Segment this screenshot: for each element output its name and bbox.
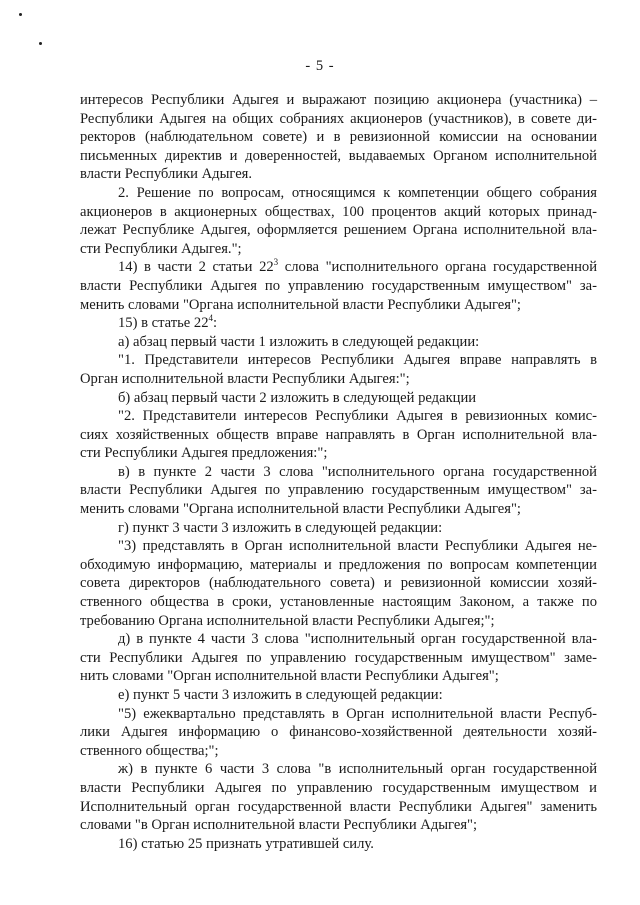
text-run: слова "исполнительного органа государственной bbox=[278, 259, 598, 276]
text-line: ственного общества в сроки, установленные настоящим Законом, а также по bbox=[80, 594, 597, 611]
text-line: 2. Решение по вопросам, относящимся к компетенции общего собрания bbox=[118, 184, 597, 201]
text-line: сти Республики Адыгея."; bbox=[80, 240, 242, 257]
text-line: власти Республики Адыгея по управлению государственным имуществом" за- bbox=[80, 277, 597, 294]
scan-speck-left bbox=[39, 42, 42, 45]
text-line: в) в пункте 2 части 3 слова "исполнительного органа государственной bbox=[118, 463, 597, 480]
text-line: власти Республики Адыгея по управлению государственным имуществом" за- bbox=[80, 482, 597, 499]
text-line: требованию Органа исполнительной власти Республики Адыгея;"; bbox=[80, 612, 495, 629]
text-line: письменных директив и доверенностей, выдаваемых Органом исполнительной bbox=[80, 147, 597, 164]
text-line: сиях хозяйственных обществ вправе направлять в Орган исполнительной вла- bbox=[80, 426, 597, 443]
text-line: акционеров в акционерных обществах, 100 процентов акций которых принад- bbox=[80, 203, 597, 220]
text-line: интересов Республики Адыгея и выражают позицию акционера (участника) – bbox=[80, 92, 597, 108]
text-line: нить словами "Орган исполнительной власти Республики Адыгея"; bbox=[80, 668, 499, 685]
text-line bbox=[80, 258, 597, 277]
text-line: сти Республики Адыгея предложения:"; bbox=[80, 445, 328, 462]
text-line: "3) представлять в Орган исполнительной власти Республики Адыгея не- bbox=[118, 538, 597, 555]
text-line: б) абзац первый части 2 изложить в следующей редакции bbox=[118, 389, 477, 406]
text-run: 15) в статье 22 bbox=[118, 315, 209, 332]
text-line: "5) ежеквартально представлять в Орган исполнительной власти Респуб- bbox=[118, 705, 597, 722]
text-line: власти Республики Адыгея по управлению государственным имуществом и bbox=[80, 779, 597, 796]
text-line: Республики Адыгея на общих собраниях акционеров (участников), в совете ди- bbox=[80, 110, 597, 127]
text-line: менить словами "Органа исполнительной власти Республики Адыгея"; bbox=[80, 296, 521, 313]
text-line: ственного общества;"; bbox=[80, 742, 219, 759]
text-line: Исполнительный орган государственной власти Республики Адыгея" заменить bbox=[80, 798, 597, 815]
text-line: "1. Представители интересов Республики Адыгея вправе направлять в bbox=[118, 352, 597, 369]
superscript: 3 bbox=[273, 257, 279, 268]
text-line: е) пункт 5 части 3 изложить в следующей редакции: bbox=[118, 687, 443, 703]
text-run: : bbox=[213, 315, 218, 332]
superscript: 4 bbox=[208, 313, 214, 324]
text-run: 14) в части 2 статьи 22 bbox=[118, 259, 274, 276]
text-line: г) пункт 3 части 3 изложить в следующей редакции: bbox=[118, 519, 443, 536]
text-line: д) в пункте 4 части 3 слова "исполнительный орган государственной вла- bbox=[118, 631, 597, 648]
text-line: "2. Представители интересов Республики Адыгея в ревизионных комис- bbox=[118, 408, 597, 425]
document-body bbox=[80, 91, 597, 853]
text-line bbox=[80, 314, 597, 333]
scan-speck-top bbox=[19, 13, 22, 16]
text-line: лики Адыгея информацию о финансово-хозяйственной деятельности хозяй- bbox=[80, 724, 597, 741]
text-line: обходимую информацию, материалы и предложения по вопросам компетенции bbox=[80, 556, 597, 573]
text-line: словами "в Орган исполнительной власти Республики Адыгея"; bbox=[80, 817, 478, 834]
page-number: - 5 - bbox=[305, 58, 335, 74]
text-line: власти Республики Адыгея. bbox=[80, 166, 253, 183]
text-line: ж) в пункте 6 части 3 слова "в исполнительный орган государственной bbox=[118, 761, 597, 778]
text-line: совета директоров (наблюдательного совета) и ревизионной комиссии хозяй- bbox=[80, 575, 597, 592]
text-line: ректоров (наблюдательном совете) и в ревизионной комиссии на основании bbox=[80, 129, 597, 146]
text-line: менить словами "Органа исполнительной власти Республики Адыгея"; bbox=[80, 501, 521, 518]
text-line: 16) статью 25 признать утратившей силу. bbox=[118, 835, 374, 852]
text-line: а) абзац первый части 1 изложить в следующей редакции: bbox=[118, 333, 480, 350]
text-line: лежат Республике Адыгея, оформляется решением Органа исполнительной вла- bbox=[80, 222, 597, 239]
text-line: Орган исполнительной власти Республики Адыгея:"; bbox=[80, 370, 410, 387]
text-line: сти Республики Адыгея по управлению государственным имуществом" заме- bbox=[80, 649, 597, 666]
